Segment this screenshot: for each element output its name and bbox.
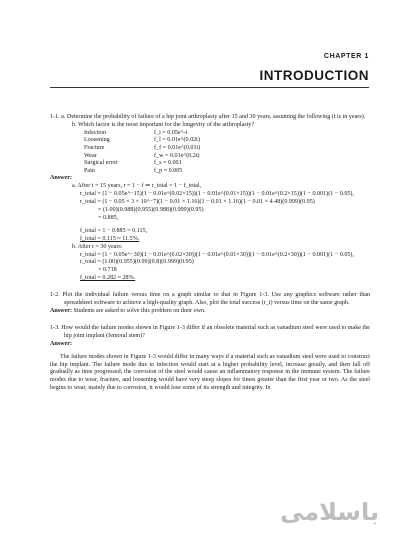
- factor-expr: f_f = 0.01e^(0.01t): [154, 145, 201, 151]
- factor-expr: f_l = 0.01e^(0.02t): [154, 137, 200, 144]
- factor-table: [50, 130, 370, 176]
- watermark-logo: باسلامی: [280, 498, 379, 526]
- answer-label: Answer:: [50, 175, 73, 182]
- factor-name: Pain: [84, 167, 95, 174]
- factor-name: Fracture: [84, 145, 105, 151]
- chapter-title: INTRODUCTION: [259, 68, 369, 83]
- answer-label: Answer:: [50, 307, 73, 314]
- equation-line: r_total = (1 − 0.05e^−15)(1 − 0.01e^(0.02×15))(1 − 0.01e^(0.01×15))(1 − 0.01e^(0.2×15))(1 − 0.001)(1 − 0.05),: [80, 191, 354, 198]
- header-rule: [50, 87, 369, 88]
- answer-a-intro: a. After t = 15 years, r = 1 − f ⇒ r_total = 1 − f_total,: [72, 183, 202, 190]
- factor-name: Wear: [84, 152, 97, 159]
- equation-line: r_total = (1 − 0.05e^−30)(1 − 0.01e^(0.02×30))(1 − 0.01e^(0.01×30))(1 − 0.01e^(0.2×30))(1 − 0.001)(1 − 0.05),: [80, 251, 354, 258]
- equation-line: r_total = (1.00)(0.955)(0.99)(0.8)(0.999)(0.95): [80, 259, 194, 266]
- chapter-label: CHAPTER 1: [323, 53, 369, 60]
- factor-expr: f_p = 0.005: [154, 167, 183, 174]
- answer-text: Students are asked to solve this problem on their own.: [73, 307, 206, 314]
- factor-name: Infection: [84, 129, 106, 136]
- factor-expr: f_w = 0.01e^(0.2t): [154, 152, 200, 159]
- problem-1-1-b: b. Which factor is the most important for the longevity of the arthroplasty?: [72, 121, 255, 128]
- factor-name: Surgical error: [84, 160, 118, 167]
- problem-1-3: 1-3. How would the failure modes shown in Figure 1-3 differ if an obsolete material such as vanadium steel were used to make the hip joint implant (femoral stem)?: [50, 324, 370, 339]
- factor-name: Loosening: [84, 137, 110, 144]
- problem-1-1-a: 1-1. a. Determine the probability of failure of a hip joint arthroplasty after 15 and 30 years, assuming the following (t is in years).: [50, 114, 366, 120]
- answer-text: The failure modes shown in Figure 1-3 would differ in many ways if a material such as vanadium steel were used to construct the hip implant. The failure mode due to infection would start at a higher probability level, increase greatly, and then fall off gradually as time progressed; the corrosion of the steel would cause an inflammatory response in the immune system. The failure modes due to wear, fracture, and loosening would have very steep slopes for times greater than the first year or two. As the steel begins to wear, mainly due to corrosion, it would lose some of its strength and integrity. In: [50, 353, 370, 392]
- equation-line: = (1.00)(0.988)(0.955)(0.988)(0.999)(0.95): [98, 207, 204, 213]
- answer-b-intro: b. After t = 30 years:: [72, 243, 123, 250]
- equation-line: f_total = 1 − 0.885 = 0.115,: [80, 227, 148, 234]
- problem-1-2: 1-2. Plot the individual failure versus time on a graph similar to that in Figure 1-3. Use any graphics software rather than spreadsheet software to achieve a high-quality graph. Also, plot the total success (r_i) versus time on the same graph.: [50, 292, 370, 307]
- equation-line: = 0.885,: [98, 214, 119, 221]
- result-line: f_total = 0.282 ≈ 28%.: [80, 275, 136, 282]
- factor-expr: f_i = 0.05e^-t: [154, 129, 188, 136]
- equation-line: = 0.718: [98, 267, 117, 274]
- equation-line: r_total = (1 − 0.05 × 3 × 10^−7)(1 − 0.01 × 1.16)(1 − 0.01 × 1.16)(1 − 0.01 × 4.48)(0.999)(0.95): [80, 199, 315, 206]
- factor-expr: f_s = 0.001: [154, 160, 182, 167]
- answer-label: Answer:: [50, 340, 73, 347]
- body-text: [50, 114, 370, 393]
- result-line: f_total = 0.115 ≈ 11.5%.: [80, 235, 140, 242]
